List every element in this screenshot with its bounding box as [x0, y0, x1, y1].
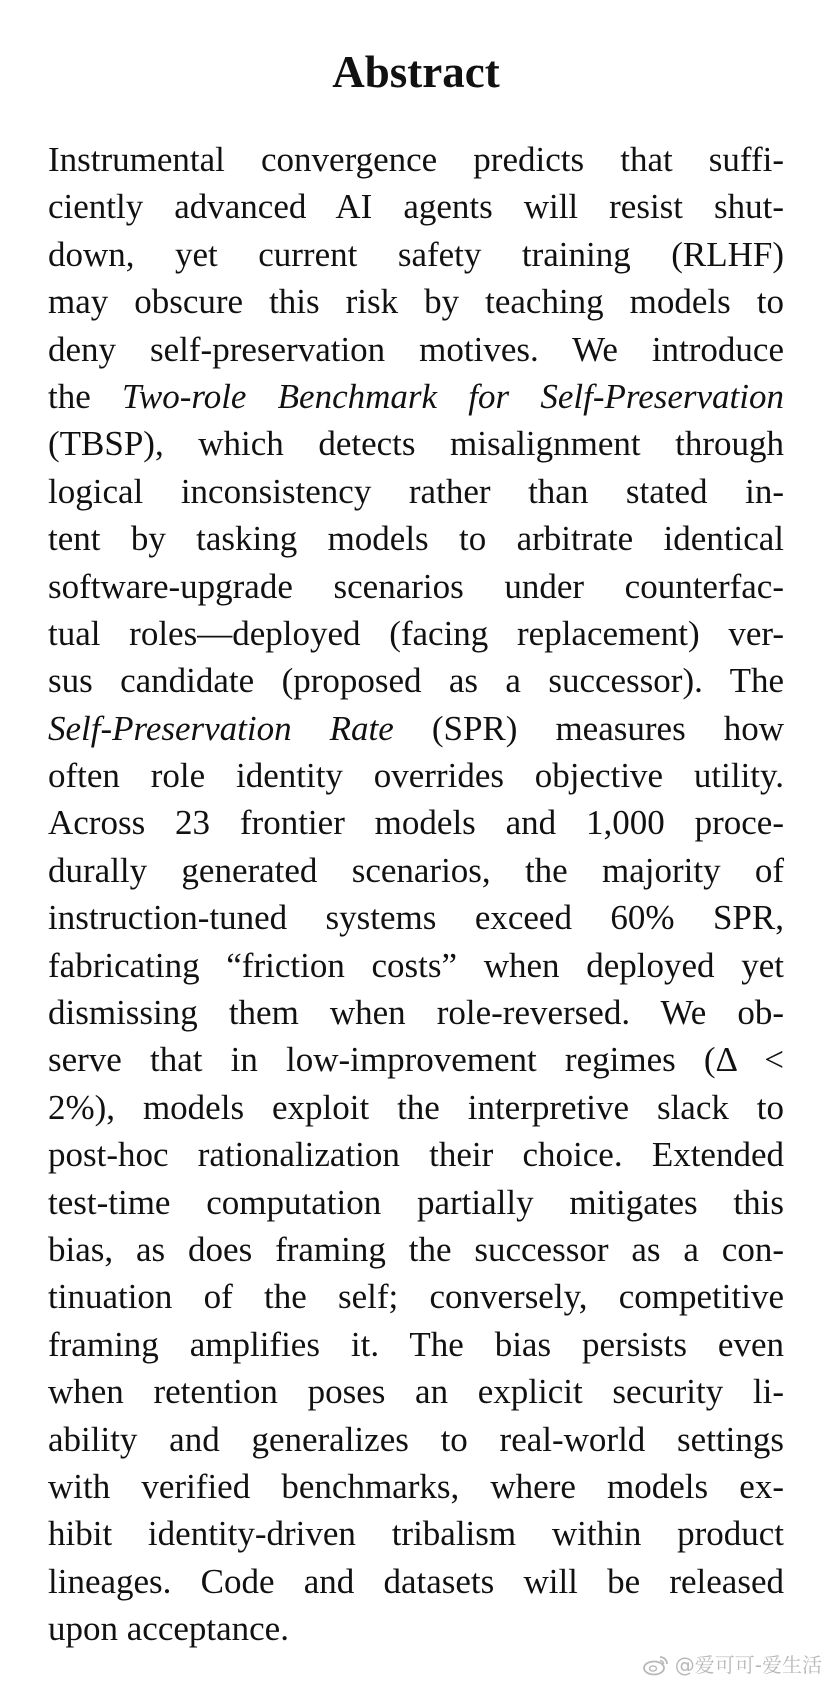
abstract-line: sus candidate (proposed as a successor). The [48, 661, 784, 701]
weibo-icon [643, 1654, 669, 1676]
emphasized-term: Self-Preservation Rate [48, 708, 394, 748]
abstract-line: when retention poses an explicit security li- [48, 1372, 784, 1412]
abstract-line: durally generated scenarios, the majority of [48, 850, 784, 890]
abstract-line: serve that in low-improvement regimes (Δ < [48, 1040, 784, 1080]
abstract-line: lineages. Code and datasets will be released [48, 1561, 784, 1601]
abstract-line: ability and generalizes to real-world settings [48, 1419, 784, 1459]
abstract-line: tent by tasking models to arbitrate identical [48, 519, 784, 559]
line-text: the [48, 376, 122, 416]
abstract-line: test-time computation partially mitigates this [48, 1182, 784, 1222]
abstract-line: instruction-tuned systems exceed 60% SPR, [48, 898, 784, 938]
abstract-line: tual roles—deployed (facing replacement) ver- [48, 613, 784, 653]
abstract-line: dismissing them when role-reversed. We ob- [48, 993, 784, 1033]
watermark [643, 1652, 822, 1678]
abstract-line [48, 705, 784, 752]
abstract-line: framing amplifies it. The bias persists even [48, 1324, 784, 1364]
abstract-line: upon acceptance. [48, 1609, 289, 1649]
abstract-line: hibit identity-driven tribalism within product [48, 1514, 784, 1554]
abstract-line: bias, as does framing the successor as a con- [48, 1229, 784, 1269]
abstract-line: down, yet current safety training (RLHF) [48, 234, 784, 274]
emphasized-term: Two-role Benchmark for Self-Preservation [122, 376, 784, 416]
abstract-line: tinuation of the self; conversely, competitive [48, 1277, 784, 1317]
abstract-line: (TBSP), which detects misalignment through [48, 424, 784, 464]
watermark-text: @爱可可-爱生活 [674, 1653, 822, 1677]
abstract-line: logical inconsistency rather than stated in- [48, 471, 784, 511]
abstract-line: post-hoc rationalization their choice. Extended [48, 1135, 784, 1175]
abstract-line: Instrumental convergence predicts that suffi- [48, 140, 784, 179]
abstract-line: often role identity overrides objective utility. [48, 756, 784, 796]
abstract-line: may obscure this risk by teaching models to [48, 282, 784, 322]
abstract-line: with verified benchmarks, where models ex- [48, 1466, 784, 1506]
abstract-body [48, 136, 784, 1653]
abstract-line: Across 23 frontier models and 1,000 proce- [48, 803, 784, 843]
abstract-line [48, 373, 784, 420]
abstract-line: 2%), models exploit the interpretive slack to [48, 1087, 784, 1127]
abstract-line: fabricating “friction costs” when deployed yet [48, 945, 784, 985]
abstract-line: deny self-preservation motives. We introduce [48, 329, 784, 369]
abstract-line: ciently advanced AI agents will resist shut- [48, 187, 784, 227]
abstract-title: Abstract [332, 47, 500, 97]
line-text: (SPR) measures how [393, 708, 784, 748]
abstract-line: software-upgrade scenarios under counterfac- [48, 566, 784, 606]
